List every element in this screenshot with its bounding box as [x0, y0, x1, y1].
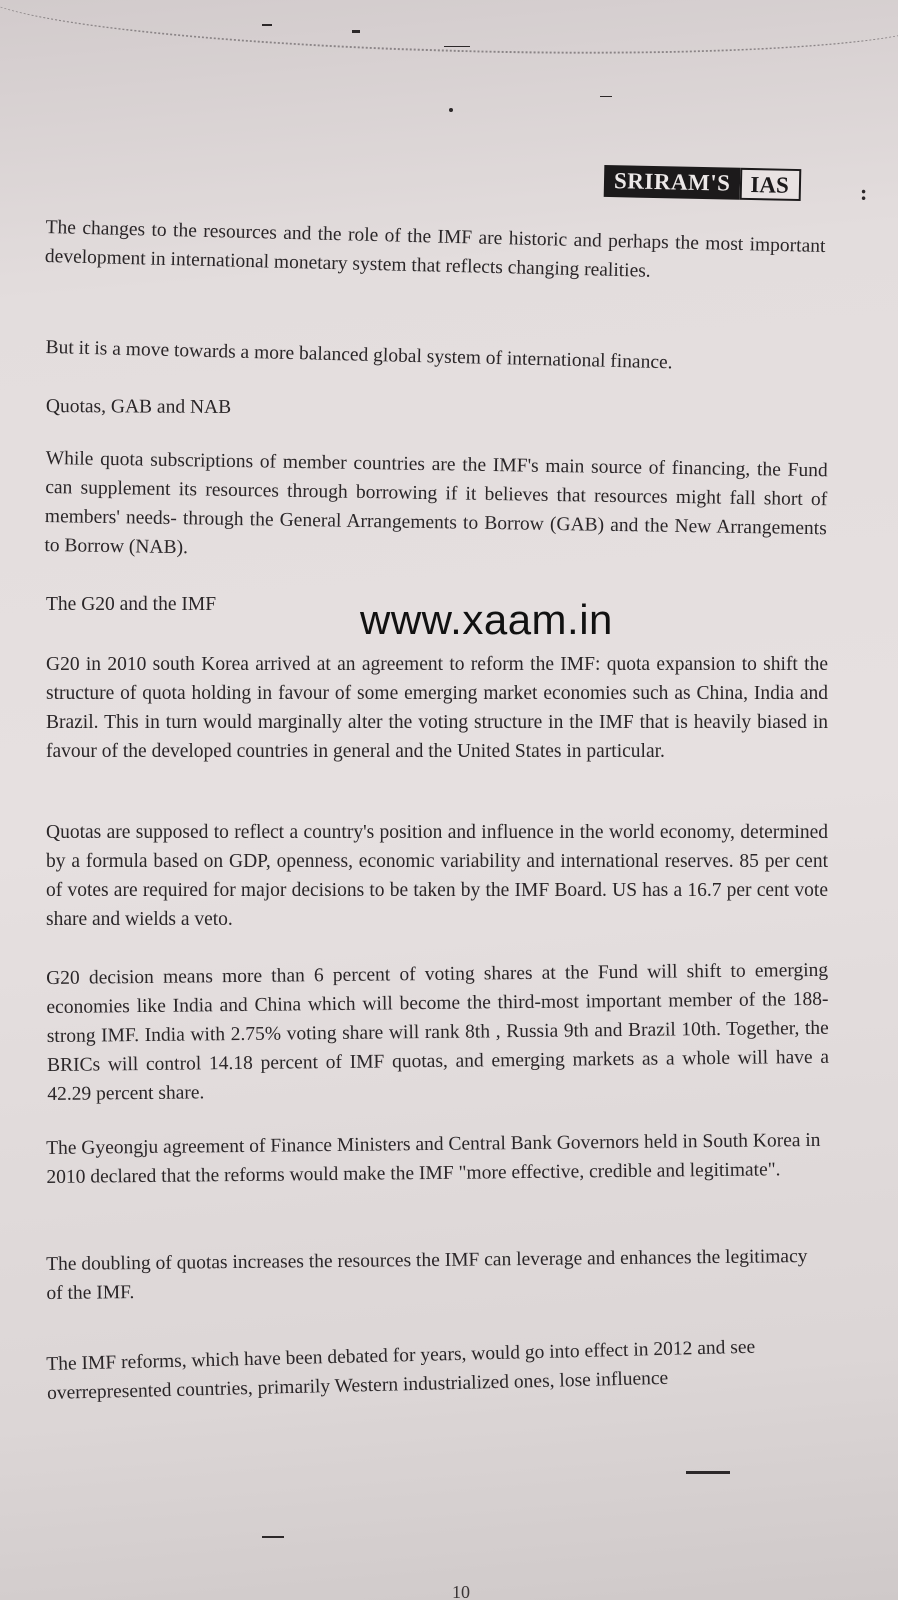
paragraph-intro: The changes to the resources and the role of the IMF are historic and perhaps the most important development in international monetary system that reflects changing realities.	[44, 216, 826, 282]
stray-mark	[262, 1536, 284, 1538]
paragraph-g20-2010: G20 in 2010 south Korea arrived at an agreement to reform the IMF: quota expansion to shift the structure of quota holding in favour of some emerging market economies such as China, India and Brazil. This in turn would marginally alter the voting structure in the IMF that is heavily biased in favour of the developed countries in general and the United States in particular.	[46, 654, 828, 762]
brand-primary: SRIRAM'S	[604, 165, 741, 200]
paragraph-g20-decision: G20 decision means more than 6 percent of voting shares at the Fund will shift to emerging economies like India and China which will become the third-most important member of the 188-strong IMF. India with 2.75% voting share will rank 8th , Russia 9th and Brazil 10th. Together, the BRICs will control 14.18 percent of IMF quotas, and emerging markets as a whole will have a 42.29 percent share.	[46, 959, 830, 1105]
stray-mark	[449, 108, 453, 112]
page-edge	[0, 0, 898, 65]
paragraph-gyeongju: The Gyeongju agreement of Finance Ministers and Central Bank Governors held in South Korea in 2010 declared that the reforms would make the IMF "more effective, credible and legitimate".	[46, 1129, 821, 1188]
paragraph-quotas-reflect: Quotas are supposed to reflect a country's position and influence in the world economy, determined by a formula based on GDP, openness, economic variability and international reserves. 85 per cent of votes are required for major decisions to be taken by the IMF Board. US has a 16.7 per cent vote share and wields a veto.	[46, 822, 828, 930]
stray-mark	[262, 24, 272, 26]
paragraph-balanced-system: But it is a move towards a more balanced global system of international finance.	[45, 336, 673, 374]
stray-mark	[352, 30, 360, 33]
paragraph-imf-reforms: The IMF reforms, which have been debated for years, would go into effect in 2012 and see overrepresented countries, primarily Western industrialized ones, lose influence	[46, 1336, 756, 1404]
page-number: 10	[452, 1582, 470, 1600]
stray-mark	[444, 46, 470, 47]
heading-quotas-gab-nab: Quotas, GAB and NAB	[45, 395, 232, 418]
brand-dots-icon: :	[860, 180, 868, 205]
paragraph-quota-subscriptions: While quota subscriptions of member countries are the IMF's main source of financing, the Fund can supplement its resources through borrowing if it believes that resources might fall short of members' needs- through the General Arrangements to Borrow (GAB) and the New Arrangements to Borrow (NAB).	[44, 447, 828, 559]
heading-g20-and-imf: The G20 and the IMF	[46, 594, 217, 615]
watermark: www.xaam.in	[360, 596, 613, 643]
stray-mark	[686, 1471, 730, 1474]
paragraph-doubling-quotas: The doubling of quotas increases the resources the IMF can leverage and enhances the legitimacy of the IMF.	[46, 1246, 808, 1304]
brand-secondary: IAS	[740, 168, 801, 201]
stray-mark	[600, 96, 612, 97]
brand-logo	[604, 165, 801, 201]
